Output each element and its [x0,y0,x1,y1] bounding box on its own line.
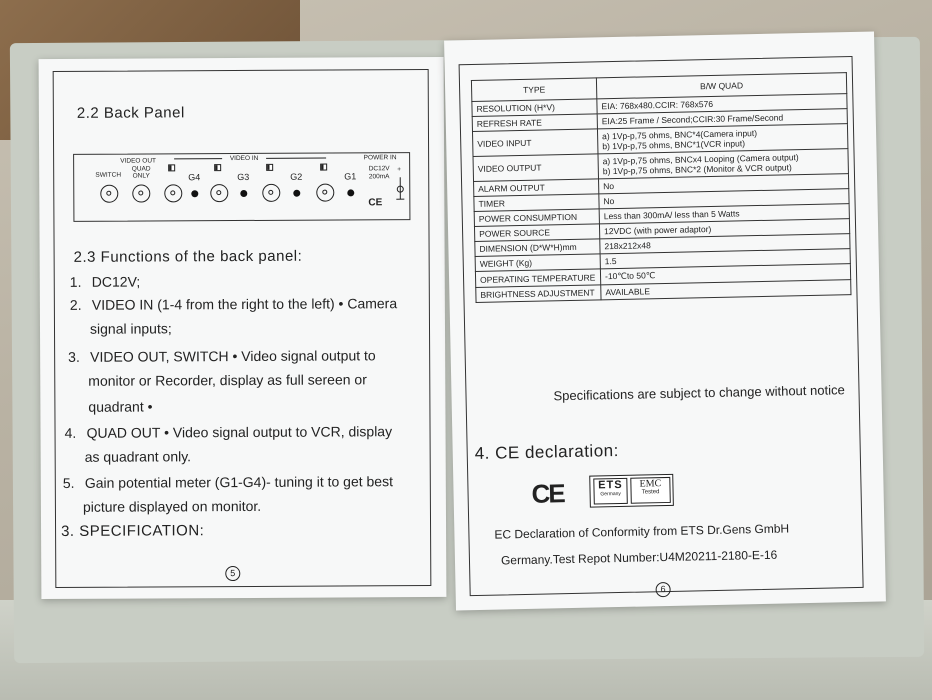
spec-notice: Specifications are subject to change without notice [553,382,845,404]
label-dc12v: DC12V [368,165,390,173]
row-value: No [599,174,849,194]
label-g3: G3 [237,171,250,183]
item-number: 3. [68,348,80,365]
item-text: DC12V; [91,273,141,290]
gain-knob-g4 [191,190,198,197]
heading-specification: 3. SPECIFICATION: [61,522,205,540]
row-value: Less than 300mA/ less than 5 Watts [599,204,849,224]
heading-back-panel: 2.2 Back Panel [76,104,185,122]
row-value: No [599,189,849,209]
bracket-right [266,158,326,163]
ets-emc-logo [589,474,674,508]
row-value: EIA:25 Frame / Second;CCIR:30 Frame/Second [597,109,847,129]
ec-declaration-text: EC Declaration of Conformity from ETS Dr.Gens GmbH [494,521,790,542]
gain-knob-g3 [240,190,247,197]
bnc-switch-connector [100,185,118,203]
value-line: a) 1Vp-p,75 ohms, BNCx4 Looping (Camera output) [602,152,799,167]
heading-ce-declaration: 4. CE declaration: [474,440,620,464]
label-g4: G4 [188,172,201,183]
value-line: a) 1Vp-p,75 ohms, BNC*4(Camera input) [602,128,758,142]
list-item [63,473,393,491]
power-jack-icon [394,177,406,203]
label-video-out: VIDEO OUT [120,157,157,165]
test-report-text: Germany.Test Repot Number:U4M20211-2180-E-16 [500,547,778,568]
back-panel-diagram [73,152,410,222]
gain-knob-g1 [347,189,354,196]
row-value: EIA: 768x480.CCIR: 768x576 [597,94,847,114]
specification-table [471,72,852,303]
list-item [65,423,393,441]
row-key: RESOLUTION (H*V) [472,99,597,117]
page-number: 5 [225,566,240,581]
list-item [83,498,261,515]
bnc-video-in-2 [262,184,280,202]
value-line: b) 1Vp-p,75 ohms, BNC*1(VCR input) [602,138,746,152]
row-key: ALARM OUTPUT [474,179,599,197]
label-g2: G2 [290,171,303,182]
bnc-video-in-4 [164,184,182,202]
label-g1: G1 [344,171,357,182]
row-key: VIDEO OUTPUT [473,154,598,182]
list-item [70,274,141,290]
list-item [85,448,191,465]
bnc-video-in-1 [316,184,334,202]
item-text: quadrant • [88,398,153,415]
label-200ma: 200mA [368,173,390,181]
item-text: picture displayed on monitor. [82,497,262,515]
ce-mark-small: CE [368,197,383,209]
row-key: REFRESH RATE [472,114,597,132]
row-key: VIDEO INPUT [472,129,597,157]
list-item [88,371,367,388]
heading-functions: 2.3 Functions of the back panel: [73,247,303,266]
ce-mark-icon: CE [531,478,565,509]
switch-icon [266,164,273,171]
item-text: monitor or Recorder, display as full sereen or [88,371,367,389]
manual-page-left [39,57,447,599]
switch-icon [214,164,221,171]
ets-sub-label: Germany [600,490,621,498]
ets-box [593,478,628,505]
bnc-quad-connector [132,184,150,202]
item-text: Gain potential meter (G1-G4)- tuning it to get best [84,473,394,491]
list-item [70,295,397,313]
row-value: AVAILABLE [601,280,851,300]
header-type: TYPE [471,78,596,102]
page-number: 6 [655,582,670,597]
item-number: 2. [69,296,82,313]
item-text: QUAD OUT • Video signal output to VCR, display [86,423,393,441]
label-power-in: POWER IN [363,154,397,162]
row-key: TIMER [474,194,599,212]
emc-box [630,477,671,504]
row-value: 1.5 [600,249,850,269]
label-switch: SWITCH [95,171,122,179]
item-text: signal inputs; [89,320,172,337]
row-key: POWER SOURCE [474,224,599,242]
list-item [90,320,172,336]
item-text: VIDEO IN (1-4 from the right to the left) • Camera [91,295,398,313]
label-plus: + [397,166,402,174]
emc-sub-label: Tested [641,489,660,496]
row-key: POWER CONSUMPTION [474,209,599,227]
switch-icon [168,164,175,171]
switch-icon [320,164,327,171]
item-number: 1. [69,273,82,290]
ets-label: ETS [598,478,623,492]
emc-label: EMC [639,478,662,490]
bracket-left [174,158,222,163]
manual-page-right [444,32,886,611]
row-value: 218x212x48 [600,234,850,254]
item-text: as quadrant only. [84,448,192,465]
row-key: OPERATING TEMPERATURE [475,269,600,288]
bnc-video-in-3 [210,184,228,202]
gain-knob-g2 [293,190,300,197]
row-key: DIMENSION (D*W*H)mm [475,239,600,257]
item-text: VIDEO OUT, SWITCH • Video signal output to [90,347,376,365]
value-line: b) 1Vp-p,75 ohms, BNC*2 (Monitor & VCR output) [602,162,792,177]
label-quad-only: QUAD ONLY [131,165,151,180]
row-value: 12VDC (with power adaptor) [599,219,849,239]
list-item [68,347,376,365]
header-value: B/W QUAD [596,73,846,99]
label-video-in: VIDEO IN [229,154,259,163]
item-number: 5. [62,474,75,491]
list-item [88,398,152,414]
item-number: 4. [64,424,77,441]
row-value: -10℃to 50℃ [600,264,850,285]
row-key: WEIGHT (Kg) [475,254,600,272]
row-key: BRIGHTNESS ADJUSTMENT [476,285,601,303]
